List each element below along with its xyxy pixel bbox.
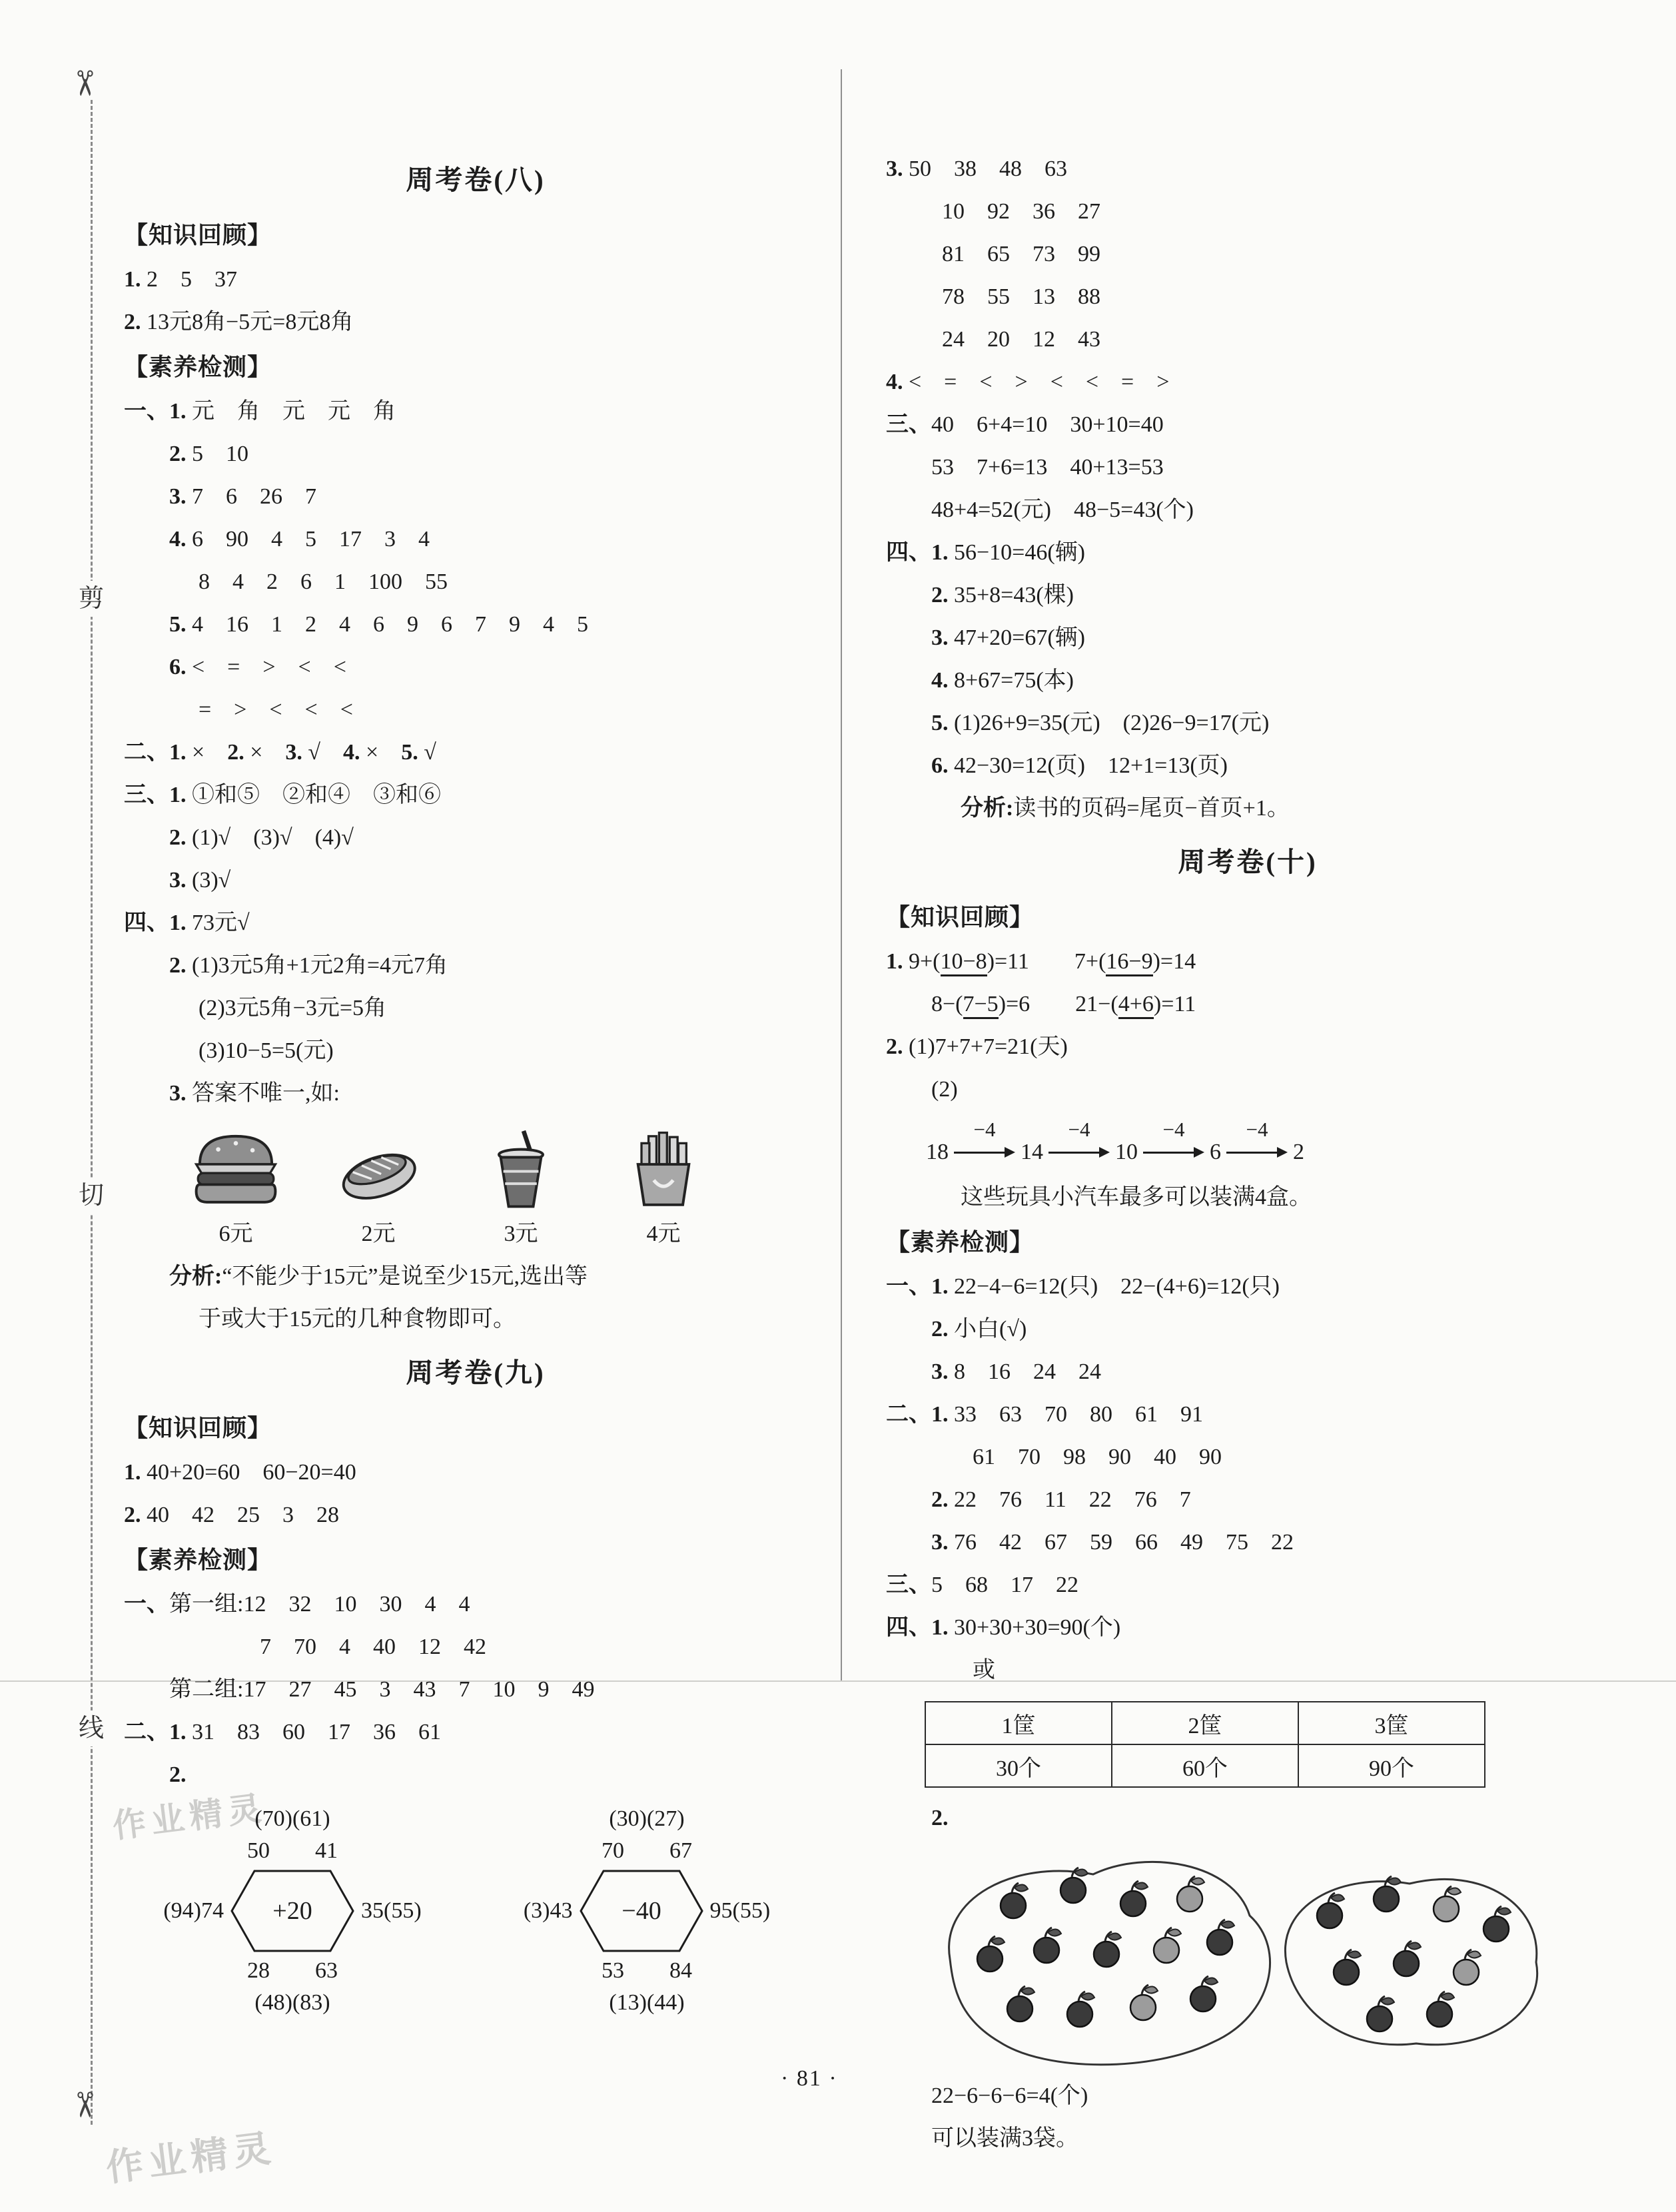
answer-text: 73元√ bbox=[186, 911, 250, 935]
answer-marker: 2. bbox=[931, 1487, 949, 1512]
answer-text: 8 4 2 6 1 100 55 bbox=[199, 569, 448, 594]
apples-illustration bbox=[910, 1842, 1583, 2071]
answer-text: (1)26+9=35(元) (2)26−9=17(元) bbox=[948, 711, 1270, 735]
table-header-row bbox=[925, 1702, 1485, 1744]
answer-text: √ bbox=[302, 740, 344, 765]
svg-text:−40: −40 bbox=[621, 1897, 661, 1925]
answer-text: 50 38 48 63 bbox=[903, 157, 1067, 181]
hex-top-values: 50 41 bbox=[247, 1838, 338, 1863]
answer-marker: 3. bbox=[169, 1081, 187, 1106]
text-line bbox=[886, 276, 1609, 318]
answer-marker: 6. bbox=[169, 655, 187, 679]
section-heading: 【素养检测】 bbox=[124, 354, 272, 380]
section-heading: 【知识回顾】 bbox=[886, 904, 1035, 930]
answer-text: 42−30=12(页) 12+1=13(页) bbox=[948, 753, 1228, 778]
text-line bbox=[886, 1479, 1609, 1521]
text-line bbox=[124, 518, 827, 561]
answer-marker: 三、 bbox=[886, 1573, 931, 1597]
answer-marker: 一、1. bbox=[886, 1274, 949, 1299]
answer-text: 5 68 17 22 bbox=[931, 1573, 1078, 1597]
arrow-icon bbox=[954, 1118, 1015, 1166]
text-line bbox=[886, 940, 1609, 983]
text-line bbox=[124, 1668, 827, 1711]
table-header-cell: 2筐 bbox=[1112, 1702, 1298, 1744]
answer-marker: 2. bbox=[169, 825, 187, 850]
apple-icon bbox=[1317, 1893, 1344, 1928]
scissors-icon: ✂ bbox=[64, 2090, 103, 2119]
food-price: 2元 bbox=[361, 1222, 396, 1246]
answer-text: 或 bbox=[973, 1658, 995, 1682]
cut-dashed-line bbox=[91, 100, 93, 2125]
text-line bbox=[124, 1494, 827, 1537]
answer-marker: 2. bbox=[886, 1034, 903, 1059]
answer-text: (1)3元5角+1元2角=4元7角 bbox=[186, 953, 448, 978]
apple-icon bbox=[1094, 1932, 1121, 1967]
text-line bbox=[886, 2075, 1609, 2117]
arrow-icon bbox=[1143, 1118, 1204, 1166]
hexagon-diagram bbox=[478, 1803, 815, 2019]
answer-text: 8 16 24 24 bbox=[948, 1359, 1101, 1384]
text-line bbox=[124, 476, 827, 518]
answer-marker: 4. bbox=[931, 668, 949, 693]
answer-text: (2)3元5角−3元=5角 bbox=[199, 996, 386, 1020]
hex-bottom-values: 53 84 bbox=[602, 1958, 692, 1983]
apple-icon bbox=[1154, 1928, 1181, 1963]
answer-text: < = < > < < = > bbox=[903, 370, 1170, 394]
answer-text: (1)√ (3)√ (4)√ bbox=[186, 825, 354, 850]
food-price: 4元 bbox=[646, 1222, 681, 1246]
apple-icon bbox=[1454, 1950, 1481, 1985]
food-price: 6元 bbox=[218, 1222, 253, 1246]
answer-text: )=11 bbox=[1153, 992, 1196, 1016]
apple-icon bbox=[1190, 1976, 1218, 2012]
text-line bbox=[886, 659, 1609, 702]
text-line bbox=[886, 983, 1609, 1026]
section-heading: 【素养检测】 bbox=[886, 1229, 1035, 1256]
table-value-cell: 90个 bbox=[1298, 1744, 1485, 1787]
text-line bbox=[124, 817, 827, 859]
apple-icon bbox=[1367, 1996, 1394, 2031]
text-line bbox=[886, 1068, 1609, 1111]
answer-text: 可以装满3袋。 bbox=[931, 2126, 1078, 2151]
answer-marker: 3. bbox=[931, 625, 949, 650]
answer-marker: 5. bbox=[931, 711, 949, 735]
text-line bbox=[124, 731, 827, 774]
apple-icon bbox=[1001, 1883, 1028, 1918]
answer-text: 30+30+30=90(个) bbox=[948, 1615, 1121, 1640]
text-line bbox=[886, 1351, 1609, 1393]
hexagon-shape bbox=[229, 1867, 356, 1955]
answer-text: × bbox=[186, 740, 228, 765]
hotdog-icon bbox=[329, 1126, 428, 1214]
answer-marker: 1. bbox=[886, 949, 903, 974]
drink-icon-wrap bbox=[465, 1126, 577, 1217]
hex-bottom-values: 28 63 bbox=[247, 1958, 338, 1983]
text-line bbox=[886, 1266, 1609, 1308]
answer-marker: 3. bbox=[169, 868, 187, 893]
answer-text: (3)√ bbox=[186, 868, 231, 893]
arrow-icon bbox=[1226, 1118, 1288, 1166]
text-line bbox=[124, 301, 827, 344]
hexagon-diagram bbox=[124, 1803, 461, 2019]
answer-marker: 2. bbox=[931, 583, 949, 607]
text-line bbox=[886, 702, 1609, 745]
answer-text: 第二组:17 27 45 3 43 7 10 9 49 bbox=[169, 1677, 595, 1702]
arrow-op-label: −4 bbox=[1162, 1118, 1185, 1141]
hex-middle-row bbox=[478, 1867, 815, 1955]
answer-text: < = > < < bbox=[186, 655, 346, 679]
answer-text: 这些玩具小汽车最多可以装满4盒。 bbox=[961, 1185, 1312, 1210]
answer-text: 24 20 12 43 bbox=[942, 327, 1100, 352]
underlined-text: 16−9 bbox=[1106, 949, 1152, 976]
right-column bbox=[886, 148, 1609, 2160]
food-item bbox=[608, 1126, 719, 1252]
hex-middle-row bbox=[124, 1867, 461, 1955]
answer-text: 40+20=60 60−20=40 bbox=[141, 1460, 356, 1485]
answer-text: = > < < < bbox=[199, 697, 353, 722]
hex-left-values: (3)43 bbox=[523, 1898, 573, 1923]
answer-marker: 4. bbox=[343, 740, 360, 765]
answer-text: “不能少于15元”是说至少15元,选出等 bbox=[222, 1264, 588, 1289]
answer-text: 5 10 bbox=[186, 442, 248, 466]
watermark: 作业精灵 bbox=[110, 1789, 269, 1845]
text-line bbox=[886, 404, 1609, 446]
text-line bbox=[886, 190, 1609, 233]
answer-text: 61 70 98 90 40 90 bbox=[973, 1445, 1222, 1469]
text-line bbox=[124, 433, 827, 476]
answer-text: 22−4−6=12(只) 22−(4+6)=12(只) bbox=[948, 1274, 1280, 1299]
basket-table bbox=[925, 1701, 1485, 1788]
answer-text: )=6 21−( bbox=[998, 992, 1118, 1016]
answer-text: 4 16 1 2 4 6 9 6 7 9 4 5 bbox=[186, 612, 588, 637]
apple-icon bbox=[1130, 1985, 1158, 2020]
arrow-shaft bbox=[1226, 1152, 1285, 1154]
answer-text: 81 65 73 99 bbox=[942, 242, 1100, 266]
apple-icon bbox=[1060, 1868, 1088, 1903]
text-line bbox=[886, 1436, 1609, 1479]
text-line bbox=[886, 1026, 1609, 1068]
text-line bbox=[886, 1176, 1609, 1219]
answer-marker: 2. bbox=[227, 740, 244, 765]
answer-marker: 四、1. bbox=[124, 911, 187, 935]
answer-marker: 2. bbox=[169, 442, 187, 466]
section-title: 周考卷(十) bbox=[1178, 847, 1318, 877]
text-line bbox=[124, 603, 827, 646]
fries-icon-wrap bbox=[608, 1126, 719, 1217]
text-line bbox=[886, 574, 1609, 617]
table-value-cell: 60个 bbox=[1112, 1744, 1298, 1787]
answer-text: 读书的页码=尾页−首页+1。 bbox=[1013, 796, 1290, 821]
text-line bbox=[886, 2117, 1609, 2160]
arrow-chain-value: 10 bbox=[1115, 1140, 1138, 1164]
apple-icon bbox=[977, 1936, 1005, 1972]
text-line bbox=[124, 1298, 827, 1341]
hexagon-operator bbox=[229, 1867, 356, 1955]
answer-marker: 四、1. bbox=[886, 540, 949, 565]
text-line bbox=[124, 646, 827, 689]
hex-bottom-answers: (48)(83) bbox=[254, 1990, 330, 2015]
arrow-op-label: −4 bbox=[1068, 1118, 1090, 1141]
answer-marker: 4. bbox=[169, 527, 187, 552]
text-line bbox=[124, 859, 827, 902]
answer-marker: 1. bbox=[124, 1460, 141, 1485]
text-line bbox=[124, 561, 827, 603]
text-line bbox=[124, 1626, 827, 1668]
burger-icon bbox=[187, 1126, 285, 1214]
answer-marker: 二、1. bbox=[124, 740, 187, 765]
apple-icon bbox=[1177, 1876, 1204, 1912]
hex-top-answers: (70)(61) bbox=[254, 1806, 330, 1831]
answer-text: 76 42 67 59 66 49 75 22 bbox=[948, 1530, 1294, 1555]
apple-icon bbox=[1120, 1881, 1148, 1916]
text-line bbox=[886, 361, 1609, 404]
answer-text: 47+20=67(辆) bbox=[948, 625, 1085, 650]
apple-icon bbox=[1434, 1886, 1461, 1922]
text-line bbox=[886, 1521, 1609, 1564]
text-line bbox=[886, 787, 1609, 830]
text-line bbox=[886, 233, 1609, 276]
answer-marker: 5. bbox=[401, 740, 418, 765]
arrow-chain-value: 6 bbox=[1210, 1140, 1221, 1164]
answer-text: 于或大于15元的几种食物即可。 bbox=[199, 1307, 516, 1331]
watermark: 作业精灵 bbox=[103, 2127, 278, 2190]
text-line bbox=[886, 617, 1609, 659]
table-value-row bbox=[925, 1744, 1485, 1787]
text-line bbox=[124, 689, 827, 731]
apple-icon bbox=[1334, 1950, 1361, 1985]
hex-right-values: 95(55) bbox=[709, 1898, 771, 1923]
text-line bbox=[124, 1754, 827, 1796]
section-heading: 【知识回顾】 bbox=[124, 222, 272, 248]
arrow-shaft bbox=[1048, 1152, 1107, 1154]
answer-text: 48+4=52(元) 48−5=43(个) bbox=[931, 498, 1194, 522]
answer-text: × bbox=[360, 740, 402, 765]
text-line bbox=[124, 774, 827, 817]
section-title: 周考卷(八) bbox=[406, 165, 546, 195]
answer-marker: 分析: bbox=[961, 796, 1014, 821]
column-divider-line bbox=[841, 69, 842, 1680]
apple-icon bbox=[1394, 1941, 1421, 1976]
answer-text: 53 7+6=13 40+13=53 bbox=[931, 455, 1164, 480]
text-line bbox=[886, 489, 1609, 532]
answer-text: 9+( bbox=[903, 949, 941, 974]
apple-icon bbox=[1427, 1992, 1454, 2027]
answer-text: (2) bbox=[931, 1077, 958, 1102]
answer-marker: 四、1. bbox=[886, 1615, 949, 1640]
answer-text: √ bbox=[418, 740, 436, 765]
answer-marker: 一、 bbox=[124, 1592, 169, 1617]
answer-text: 7 6 26 7 bbox=[186, 484, 316, 509]
hex-top-answers: (30)(27) bbox=[609, 1806, 685, 1831]
text-line bbox=[124, 944, 827, 987]
answer-text: 31 83 60 17 36 61 bbox=[186, 1720, 441, 1744]
text-line bbox=[886, 745, 1609, 787]
left-column bbox=[124, 148, 827, 2019]
answer-marker: 3. bbox=[931, 1359, 949, 1384]
text-line bbox=[124, 1711, 827, 1754]
answer-text: 元 角 元 元 角 bbox=[186, 399, 396, 424]
answer-text: 22−6−6−6=4(个) bbox=[931, 2083, 1088, 2108]
hex-bottom-answers: (13)(44) bbox=[609, 1990, 685, 2015]
apple-icon bbox=[1483, 1906, 1511, 1942]
text-line bbox=[886, 532, 1609, 574]
answer-marker: 3. bbox=[169, 484, 187, 509]
answer-marker: 3. bbox=[886, 157, 903, 181]
burger-icon-wrap bbox=[180, 1126, 292, 1217]
text-line bbox=[124, 987, 827, 1030]
answer-marker: 分析: bbox=[169, 1264, 222, 1289]
underlined-text: 10−8 bbox=[941, 949, 987, 976]
text-line bbox=[124, 1583, 827, 1626]
apples-figure bbox=[910, 1842, 1609, 2075]
text-line bbox=[886, 1393, 1609, 1436]
food-items-row bbox=[124, 1115, 827, 1256]
text-line bbox=[124, 1030, 827, 1072]
answer-marker: 三、1. bbox=[124, 783, 187, 807]
answer-marker: 1. bbox=[124, 267, 141, 292]
arrow-op-label: −4 bbox=[973, 1118, 996, 1141]
hex-right-values: 35(55) bbox=[361, 1898, 422, 1923]
hexagon-shape bbox=[578, 1867, 705, 1955]
page-number: · 81 · bbox=[781, 2066, 838, 2091]
text-line bbox=[886, 1308, 1609, 1351]
table-value-cell: 30个 bbox=[925, 1744, 1112, 1787]
arrow-icon bbox=[1048, 1118, 1110, 1166]
arrow-shaft bbox=[954, 1152, 1013, 1154]
apple-icon bbox=[1034, 1928, 1061, 1963]
answer-marker: 三、 bbox=[886, 412, 931, 437]
section-heading: 【知识回顾】 bbox=[124, 1415, 272, 1441]
food-item bbox=[180, 1126, 292, 1252]
answer-text: 小白(√) bbox=[948, 1317, 1027, 1341]
cut-label-xian: 线 bbox=[76, 1710, 107, 1746]
text-line bbox=[886, 148, 1609, 190]
answer-text: 7 70 4 40 12 42 bbox=[260, 1635, 486, 1659]
answer-marker: 2. bbox=[169, 953, 187, 978]
food-item bbox=[322, 1126, 434, 1252]
text-line bbox=[886, 1564, 1609, 1607]
text-line bbox=[886, 318, 1609, 361]
food-price: 3元 bbox=[504, 1222, 538, 1246]
arrow-chain bbox=[886, 1111, 1609, 1176]
hex-top-values: 70 67 bbox=[602, 1838, 692, 1863]
answer-marker: 4. bbox=[886, 370, 903, 394]
answer-marker: 3. bbox=[285, 740, 302, 765]
answer-text: 10 92 36 27 bbox=[942, 199, 1100, 224]
fries-icon bbox=[614, 1126, 713, 1214]
answer-marker: 2. bbox=[124, 310, 141, 334]
text-line bbox=[124, 902, 827, 944]
drink-icon bbox=[472, 1126, 570, 1214]
text-line bbox=[886, 1649, 1609, 1692]
apple-icon bbox=[1207, 1920, 1234, 1955]
hexagon-diagrams bbox=[124, 1803, 827, 2019]
answer-text: 40 42 25 3 28 bbox=[141, 1503, 339, 1527]
answer-marker: 5. bbox=[169, 612, 187, 637]
answer-text: 2 5 37 bbox=[141, 267, 237, 292]
section-heading: 【素养检测】 bbox=[124, 1547, 272, 1573]
underlined-text: 7−5 bbox=[963, 992, 999, 1019]
answer-marker: 6. bbox=[931, 753, 949, 778]
text-line bbox=[886, 1797, 1609, 1840]
answer-marker: 2. bbox=[931, 1806, 949, 1830]
answer-marker: 一、1. bbox=[124, 399, 187, 424]
hexagon-operator bbox=[578, 1867, 705, 1955]
section-title: 周考卷(九) bbox=[406, 1357, 546, 1388]
answer-text: 6 90 4 5 17 3 4 bbox=[186, 527, 430, 552]
text-line bbox=[124, 1072, 827, 1115]
answer-marker: 2. bbox=[931, 1317, 949, 1341]
scissors-icon: ✂ bbox=[64, 69, 103, 98]
answer-marker: 2. bbox=[169, 1762, 187, 1787]
cut-label-qie: 切 bbox=[76, 1178, 107, 1214]
answer-text: 22 76 11 22 76 7 bbox=[948, 1487, 1191, 1512]
answer-text: 第一组:12 32 10 30 4 4 bbox=[169, 1592, 470, 1617]
text-line bbox=[124, 390, 827, 433]
answer-text: )=11 7+( bbox=[987, 949, 1106, 974]
text-line bbox=[886, 1607, 1609, 1649]
answer-text: 8−( bbox=[931, 992, 963, 1016]
arrow-chain-value: 2 bbox=[1293, 1140, 1304, 1164]
text-line bbox=[124, 258, 827, 301]
answer-text: 40 6+4=10 30+10=40 bbox=[931, 412, 1164, 437]
answer-text: )=14 bbox=[1152, 949, 1196, 974]
underlined-text: 4+6 bbox=[1118, 992, 1154, 1019]
answer-text: 13元8角−5元=8元8角 bbox=[141, 310, 354, 334]
answer-text: ①和⑤ ②和④ ③和⑥ bbox=[186, 783, 441, 807]
text-line bbox=[124, 1451, 827, 1494]
answer-text: 33 63 70 80 61 91 bbox=[948, 1402, 1203, 1427]
answer-text: 8+67=75(本) bbox=[948, 668, 1074, 693]
apple-icon bbox=[1007, 1986, 1035, 2022]
cut-label-jian: 剪 bbox=[76, 581, 107, 617]
text-line bbox=[124, 1256, 827, 1298]
arrow-shaft bbox=[1143, 1152, 1202, 1154]
answer-text: 35+8=43(棵) bbox=[948, 583, 1074, 607]
hex-left-values: (94)74 bbox=[163, 1898, 224, 1923]
svg-text:+20: +20 bbox=[272, 1897, 312, 1925]
answer-text: (3)10−5=5(元) bbox=[199, 1038, 334, 1063]
answer-text: (1)7+7+7=21(天) bbox=[903, 1034, 1068, 1059]
arrow-chain-value: 18 bbox=[926, 1140, 949, 1164]
answer-marker: 二、1. bbox=[124, 1720, 187, 1744]
answer-text: 56−10=46(辆) bbox=[948, 540, 1085, 565]
hotdog-icon-wrap bbox=[322, 1126, 434, 1217]
answer-text: 78 55 13 88 bbox=[942, 284, 1100, 309]
answer-marker: 二、1. bbox=[886, 1402, 949, 1427]
arrow-chain-value: 14 bbox=[1021, 1140, 1043, 1164]
answer-marker: 2. bbox=[124, 1503, 141, 1527]
apple-icon bbox=[1067, 1992, 1094, 2027]
arrow-op-label: −4 bbox=[1246, 1118, 1268, 1141]
table-header-cell: 3筐 bbox=[1298, 1702, 1485, 1744]
answer-marker: 3. bbox=[931, 1530, 949, 1555]
food-item bbox=[465, 1126, 577, 1252]
answer-text: × bbox=[244, 740, 286, 765]
answer-text: 答案不唯一,如: bbox=[186, 1081, 340, 1106]
table-header-cell: 1筐 bbox=[925, 1702, 1112, 1744]
text-line bbox=[886, 446, 1609, 489]
